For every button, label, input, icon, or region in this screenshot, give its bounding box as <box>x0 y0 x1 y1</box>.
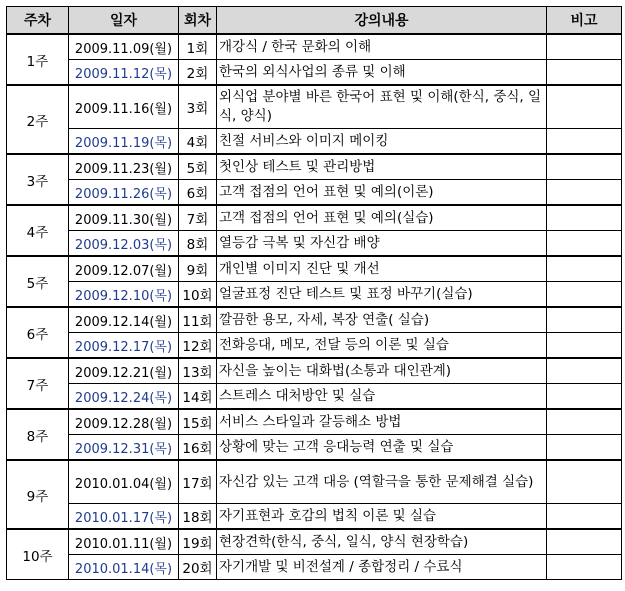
table-row <box>7 529 622 555</box>
session-note <box>547 256 622 282</box>
session-note <box>547 504 622 530</box>
table-row <box>7 231 622 257</box>
session-date: 2010.01.11(월) <box>69 529 179 555</box>
header-date: 일자 <box>69 7 179 35</box>
header-note: 비고 <box>547 7 622 35</box>
session-content: 얼굴표정 진단 테스트 및 표정 바꾸기(실습) <box>217 282 547 308</box>
session-date: 2010.01.04(월) <box>69 460 179 504</box>
session-note <box>547 555 622 580</box>
session-note <box>547 409 622 435</box>
week-label: 3주 <box>7 154 69 205</box>
table-row <box>7 333 622 359</box>
header-row <box>7 7 622 35</box>
session-date: 2009.11.30(월) <box>69 205 179 231</box>
table-row <box>7 384 622 410</box>
session-content: 자기표현과 호감의 법칙 이론 및 실습 <box>217 504 547 530</box>
session-note <box>547 333 622 359</box>
session-note <box>547 129 622 155</box>
session-round: 13회 <box>179 358 217 384</box>
session-content: 외식업 분야별 바른 한국어 표현 및 이해(한식, 중식, 일식, 양식) <box>217 85 547 129</box>
session-note <box>547 384 622 410</box>
table-row <box>7 460 622 504</box>
session-content: 상황에 맞는 고객 응대능력 연출 및 실습 <box>217 435 547 461</box>
session-round: 12회 <box>179 333 217 359</box>
session-note <box>547 205 622 231</box>
week-label: 9주 <box>7 460 69 529</box>
table-row <box>7 180 622 206</box>
session-note <box>547 180 622 206</box>
table-header <box>7 7 622 35</box>
session-round: 5회 <box>179 154 217 180</box>
table-row <box>7 85 622 129</box>
session-note <box>547 60 622 86</box>
session-date: 2010.01.14(목) <box>69 555 179 580</box>
session-note <box>547 307 622 333</box>
session-note <box>547 34 622 60</box>
table-row <box>7 435 622 461</box>
session-content: 자신감 있는 고객 대응 (역할극을 통한 문제해결 실습) <box>217 460 547 504</box>
session-note <box>547 529 622 555</box>
session-content: 고객 접점의 언어 표현 및 예의(이론) <box>217 180 547 206</box>
session-round: 17회 <box>179 460 217 504</box>
session-date: 2009.12.28(월) <box>69 409 179 435</box>
week-label: 6주 <box>7 307 69 358</box>
session-date: 2009.11.26(목) <box>69 180 179 206</box>
session-round: 2회 <box>179 60 217 86</box>
session-round: 7회 <box>179 205 217 231</box>
session-round: 19회 <box>179 529 217 555</box>
session-date: 2009.11.09(월) <box>69 34 179 60</box>
session-content: 한국의 외식사업의 종류 및 이해 <box>217 60 547 86</box>
table-row <box>7 129 622 155</box>
table-row <box>7 307 622 333</box>
session-round: 15회 <box>179 409 217 435</box>
session-date: 2009.12.24(목) <box>69 384 179 410</box>
table-row <box>7 504 622 530</box>
table-row <box>7 205 622 231</box>
session-date: 2009.12.14(월) <box>69 307 179 333</box>
session-content: 자기개발 및 비전설계 / 종합정리 / 수료식 <box>217 555 547 580</box>
session-note <box>547 154 622 180</box>
table-row <box>7 60 622 86</box>
week-label: 7주 <box>7 358 69 409</box>
session-content: 친절 서비스와 이미지 메이킹 <box>217 129 547 155</box>
session-note <box>547 460 622 504</box>
header-content: 강의내용 <box>217 7 547 35</box>
session-round: 1회 <box>179 34 217 60</box>
session-date: 2009.12.03(목) <box>69 231 179 257</box>
table-row <box>7 282 622 308</box>
session-date: 2009.11.12(목) <box>69 60 179 86</box>
session-content: 첫인상 테스트 및 관리방법 <box>217 154 547 180</box>
session-note <box>547 358 622 384</box>
session-round: 10회 <box>179 282 217 308</box>
table-row <box>7 256 622 282</box>
lecture-schedule-table <box>6 6 622 580</box>
session-date: 2009.12.07(월) <box>69 256 179 282</box>
week-label: 5주 <box>7 256 69 307</box>
session-content: 개인별 이미지 진단 및 개선 <box>217 256 547 282</box>
session-note <box>547 435 622 461</box>
table-row <box>7 34 622 60</box>
session-content: 고객 접점의 언어 표현 및 예의(실습) <box>217 205 547 231</box>
session-round: 18회 <box>179 504 217 530</box>
session-content: 현장견학(한식, 중식, 일식, 양식 현장학습) <box>217 529 547 555</box>
session-round: 14회 <box>179 384 217 410</box>
session-round: 20회 <box>179 555 217 580</box>
week-label: 10주 <box>7 529 69 580</box>
session-content: 깔끔한 용모, 자세, 복장 연출( 실습) <box>217 307 547 333</box>
session-date: 2009.11.19(목) <box>69 129 179 155</box>
session-date: 2009.12.21(월) <box>69 358 179 384</box>
session-round: 9회 <box>179 256 217 282</box>
session-round: 16회 <box>179 435 217 461</box>
table-row <box>7 409 622 435</box>
session-content: 스트레스 대처방안 및 실습 <box>217 384 547 410</box>
session-content: 전화응대, 메모, 전달 등의 이론 및 실습 <box>217 333 547 359</box>
table-row <box>7 358 622 384</box>
session-round: 4회 <box>179 129 217 155</box>
session-round: 11회 <box>179 307 217 333</box>
table-row <box>7 555 622 580</box>
session-date: 2009.12.10(목) <box>69 282 179 308</box>
session-date: 2009.11.23(월) <box>69 154 179 180</box>
session-round: 6회 <box>179 180 217 206</box>
session-content: 자신을 높이는 대화법(소통과 대인관계) <box>217 358 547 384</box>
session-round: 8회 <box>179 231 217 257</box>
week-label: 1주 <box>7 34 69 85</box>
schedule-container <box>6 6 622 580</box>
session-note <box>547 85 622 129</box>
table-body <box>7 34 622 580</box>
session-note <box>547 282 622 308</box>
table-row <box>7 154 622 180</box>
session-content: 서비스 스타일과 갈등해소 방법 <box>217 409 547 435</box>
week-label: 8주 <box>7 409 69 460</box>
session-content: 개강식 / 한국 문화의 이해 <box>217 34 547 60</box>
week-label: 2주 <box>7 85 69 154</box>
session-date: 2009.12.31(목) <box>69 435 179 461</box>
header-round: 회차 <box>179 7 217 35</box>
session-date: 2010.01.17(목) <box>69 504 179 530</box>
session-date: 2009.11.16(월) <box>69 85 179 129</box>
session-round: 3회 <box>179 85 217 129</box>
session-date: 2009.12.17(목) <box>69 333 179 359</box>
header-week: 주차 <box>7 7 69 35</box>
session-content: 열등감 극복 및 자신감 배양 <box>217 231 547 257</box>
session-note <box>547 231 622 257</box>
week-label: 4주 <box>7 205 69 256</box>
